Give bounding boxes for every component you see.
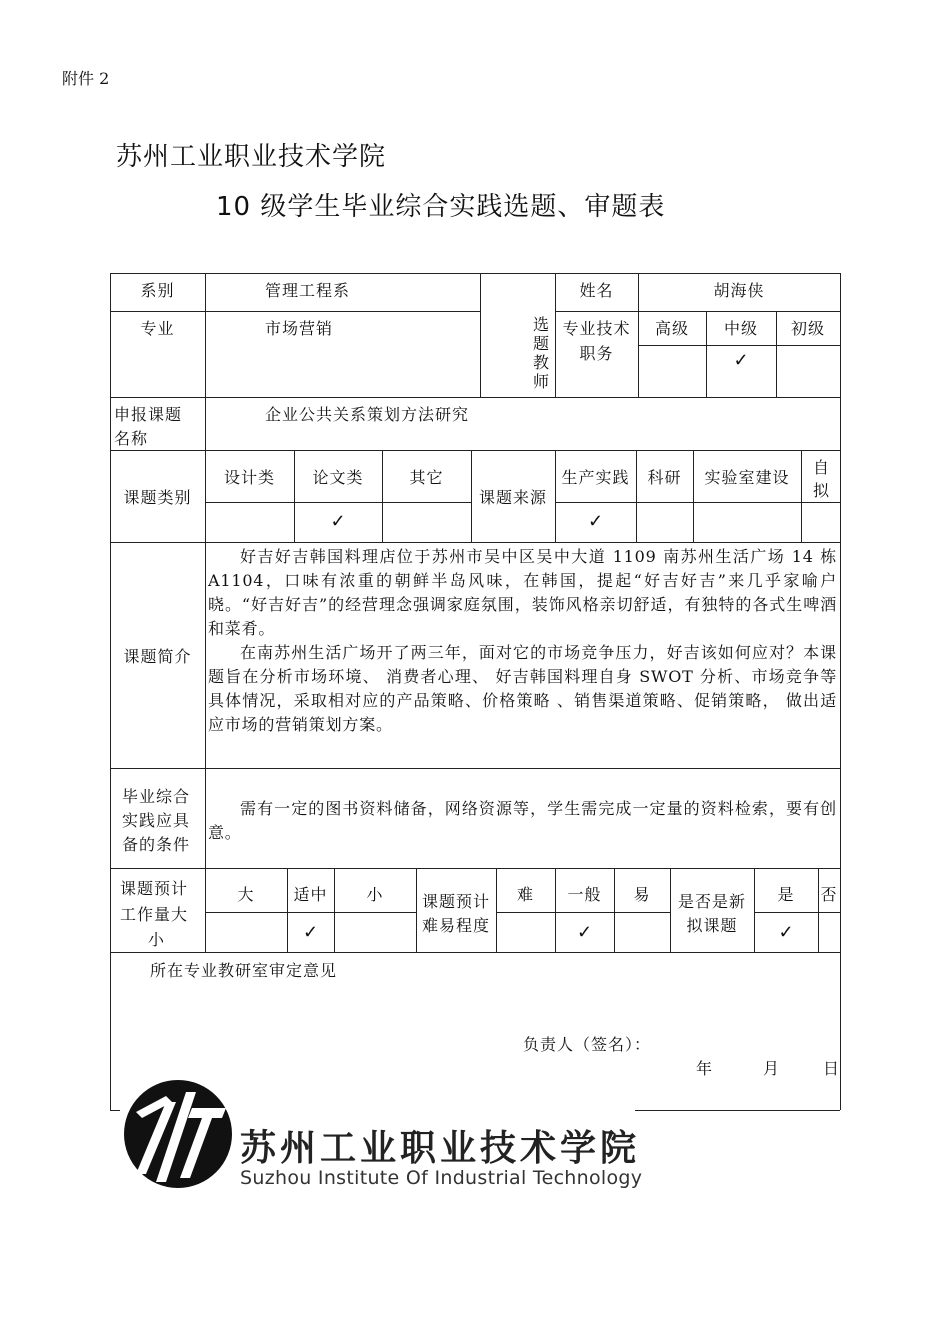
name-label: 姓名: [579, 281, 614, 300]
workload-label-line1: 课题预计: [120, 879, 189, 898]
date-year: 年: [696, 1059, 714, 1078]
df-hard-label: 难: [516, 885, 534, 904]
page-title: 苏州工业职业技术学院: [116, 142, 387, 172]
subject-value: 企业公共关系策划方法研究: [265, 405, 470, 424]
src-research-label: 科研: [647, 468, 682, 487]
category-label: 课题类别: [123, 488, 192, 507]
school-logo-icon: [122, 1078, 234, 1190]
name-value: 胡海侠: [713, 281, 765, 300]
new-label-line2: 拟课题: [686, 916, 738, 935]
cat-other-label: 其它: [409, 468, 444, 487]
logo-en-text: Suzhou Institute Of Industrial Technology: [240, 1167, 643, 1189]
src-self-label: 自拟: [812, 458, 829, 500]
difficulty-label-line1: 课题预计: [421, 892, 490, 911]
new-no-label: 否: [820, 885, 838, 904]
new-label-line1: 是否是新: [677, 892, 746, 911]
subject-label-line1: 申报课题: [114, 405, 183, 424]
logo-cn-text: 苏州工业职业技术学院: [240, 1128, 641, 1169]
cond-paragraph: 需有一定的图书资料储备，网络资源等，学生需完成一定量的资料检索，要有创意。: [208, 799, 837, 842]
review-label: 所在专业教研室审定意见: [150, 961, 338, 980]
title-label-line1: 专业技术: [562, 319, 631, 338]
src-production-label: 生产实践: [561, 468, 630, 487]
df-normal-label: 一般: [567, 885, 602, 904]
cat-paper-check: ✓: [330, 511, 346, 532]
new-yes-check: ✓: [778, 922, 794, 943]
signer-label: 负责人（签名）：: [523, 1035, 652, 1054]
major-value: 市场营销: [265, 319, 334, 338]
annex-label: 附件 2: [62, 69, 110, 88]
intro-paragraph-2: 在南苏州生活广场开了两三年，面对它的市场竞争压力，好吉该如何应对？本课题旨在分析市场环境、 消费者心理、 好吉韩国料理自身 SWOT 分析、市场竞争等具体情况，采取相对应的产品策略、价格策略 、销售渠道策略、促销策略， 做出适应市场的营销策划方案。: [208, 643, 837, 734]
dept-value: 管理工程系: [265, 281, 351, 300]
difficulty-label-line2: 难易程度: [421, 916, 490, 935]
src-lab-label: 实验室建设: [704, 468, 790, 487]
wl-big-label: 大: [237, 885, 255, 904]
level-high-label: 高级: [654, 319, 689, 338]
title-label-line2: 职务: [579, 344, 614, 363]
df-easy-label: 易: [633, 885, 651, 904]
df-normal-check: ✓: [576, 922, 593, 943]
level-junior-label: 初级: [790, 319, 825, 338]
cat-paper-label: 论文类: [312, 468, 364, 487]
wl-small-label: 小: [366, 885, 384, 904]
intro-paragraph-1: 好吉好吉韩国料理店位于苏州市吴中区吴中大道 1109 南苏州生活广场 14 栋 A1104，口味有浓重的朝鲜半岛风味，在韩国，提起“好吉好吉”来几乎家喻户晓。“好吉好吉”的经营理念强调家庭氛围，装饰风格亲切舒适，有独特的各式生啤酒和菜肴。: [208, 547, 837, 638]
intro-label: 课题简介: [123, 647, 192, 666]
teacher-label: 选题教师: [532, 315, 549, 391]
workload-label-line3: 小: [148, 930, 166, 949]
cond-label-line1: 毕业综合: [122, 787, 191, 806]
level-mid-label: 中级: [723, 319, 758, 338]
cat-design-label: 设计类: [223, 468, 275, 487]
workload-label-line2: 工作量大: [120, 905, 189, 924]
subject-label-line2: 名称: [114, 429, 149, 448]
source-label: 课题来源: [478, 488, 547, 507]
dept-label: 系别: [140, 281, 175, 300]
wl-mid-check: ✓: [302, 922, 319, 943]
intro-text: [208, 545, 837, 737]
date-day: 日: [823, 1059, 841, 1078]
new-yes-label: 是: [777, 885, 795, 904]
page-subtitle: 10 级学生毕业综合实践选题、审题表: [216, 192, 666, 222]
wl-mid-label: 适中: [293, 885, 328, 904]
date-month: 月: [763, 1059, 781, 1078]
cond-text: [208, 797, 837, 845]
level-mid-check: ✓: [733, 350, 749, 371]
major-label: 专业: [140, 319, 175, 338]
cond-label-line2: 实践应具: [122, 811, 191, 830]
cond-label-line3: 备的条件: [122, 835, 191, 854]
src-production-check: ✓: [587, 511, 604, 532]
